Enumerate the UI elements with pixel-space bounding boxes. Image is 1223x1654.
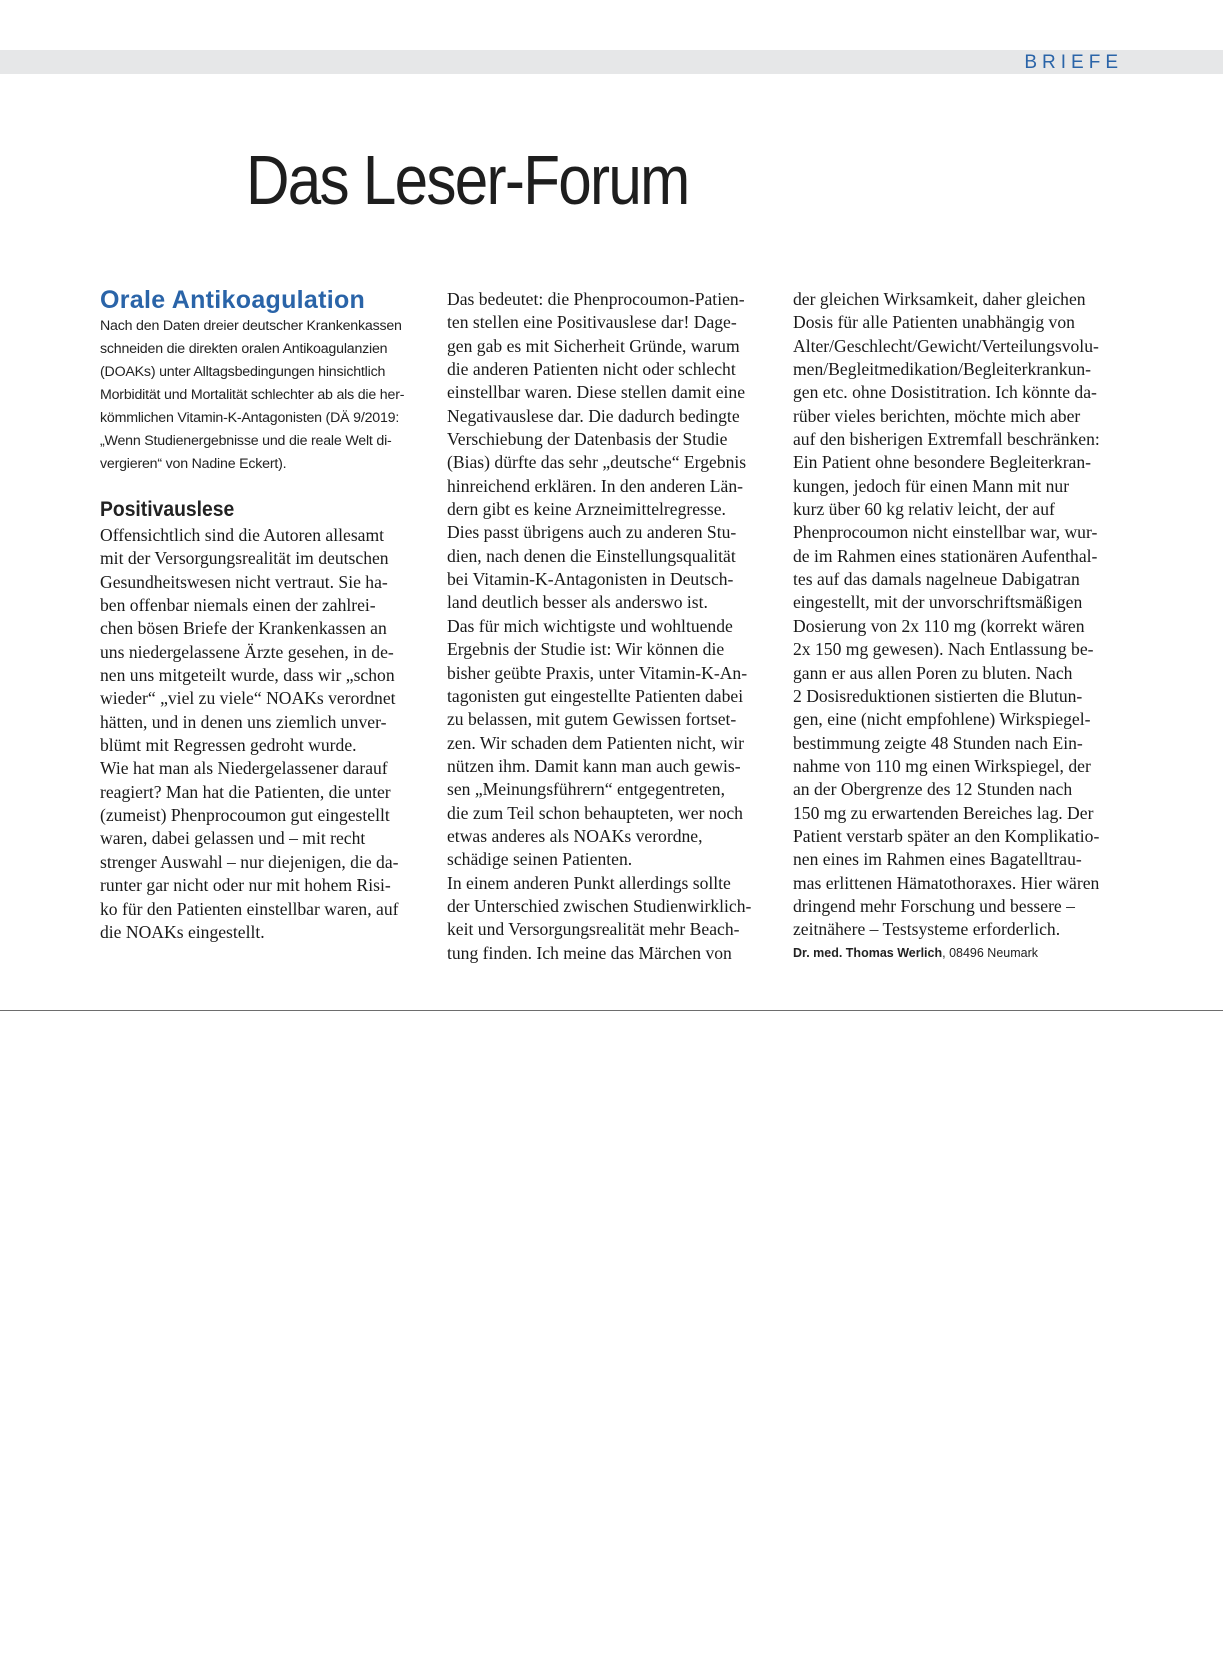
column-1 — [100, 288, 430, 944]
body-line: bei Vitamin-K-Antagonisten in Deutsch- — [447, 569, 734, 590]
body-line: an der Obergrenze des 12 Stunden nach — [793, 779, 1073, 800]
body-line: 2x 150 mg gewesen). Nach Entlassung be- — [793, 639, 1094, 660]
body-line: ten stellen eine Positivauslese dar! Dage- — [447, 312, 737, 333]
intro-line: Nach den Daten dreier deutscher Krankenkassen — [100, 318, 402, 334]
body-line: dringend mehr Forschung und bessere – — [793, 895, 1075, 916]
body-line: hinreichend erklären. In den anderen Län- — [447, 475, 744, 496]
body-line: gen, eine (nicht empfohlene) Wirkspiegel- — [793, 709, 1091, 730]
body-line: bisher geübte Praxis, unter Vitamin-K-An- — [447, 662, 748, 683]
body-line: mas erlittenen Hämatothoraxes. Hier wären — [793, 872, 1100, 893]
body-line: schädige seinen Patienten. — [447, 849, 633, 870]
body-line: sen „Meinungsführern“ entgegentreten, — [447, 779, 725, 800]
body-line: Negativauslese dar. Die dadurch bedingte — [447, 405, 740, 426]
body-line: nützen ihm. Damit kann man auch gewis- — [447, 755, 741, 776]
section-label: BRIEFE — [1024, 52, 1123, 73]
intro-line: Morbidität und Mortalität schlechter ab als die her- — [100, 387, 405, 403]
body-line: Wie hat man als Niedergelassener darauf — [100, 758, 388, 779]
intro-text — [100, 315, 430, 476]
body-line: tagonisten gut eingestellte Patienten dabei — [447, 685, 744, 706]
body-line: etwas anderes als NOAKs verordne, — [447, 825, 703, 846]
column-2 — [447, 288, 777, 965]
body-line: tes auf das damals nagelneue Dabigatran — [793, 569, 1080, 590]
body-line: auf den bisherigen Extremfall beschränken: — [793, 429, 1100, 450]
author-location: , 08496 Neumark — [942, 945, 1039, 960]
intro-line: vergieren“ von Nadine Eckert). — [100, 456, 287, 472]
body-line: der Unterschied zwischen Studienwirklich- — [447, 895, 752, 916]
intro-line: kömmlichen Vitamin-K-Antagonisten (DÄ 9/2019: — [100, 410, 400, 426]
body-line: nen uns mitgeteilt wurde, dass wir „schon — [100, 665, 395, 686]
body-line: Phenprocoumon nicht einstellbar war, wur- — [793, 522, 1098, 543]
body-line: ko für den Patienten einstellbar waren, auf — [100, 898, 399, 919]
body-line: wieder“ „viel zu viele“ NOAKs verordnet — [100, 688, 396, 709]
body-line: chen bösen Briefe der Krankenkassen an — [100, 618, 387, 639]
body-line: In einem anderen Punkt allerdings sollte — [447, 872, 731, 893]
body-line: Patient verstarb später an den Komplikatio- — [793, 825, 1100, 846]
body-line: zen. Wir schaden dem Patienten nicht, wir — [447, 732, 744, 753]
body-line: Dosierung von 2x 110 mg (korrekt wären — [793, 615, 1085, 636]
body-line: tung finden. Ich meine das Märchen von — [447, 942, 732, 963]
body-line: (zumeist) Phenprocoumon gut eingestellt — [100, 805, 390, 826]
body-line: blümt mit Regressen gedroht wurde. — [100, 735, 357, 756]
body-line: mit der Versorgungsrealität im deutschen — [100, 548, 389, 569]
body-line: reagiert? Man hat die Patienten, die unter — [100, 781, 391, 802]
body-line: Verschiebung der Datenbasis der Studie — [447, 429, 728, 450]
body-line: (Bias) dürfte das sehr „deutsche“ Ergebnis — [447, 452, 747, 473]
body-line: keit und Versorgungsrealität mehr Beach- — [447, 919, 740, 940]
body-line: Das bedeutet: die Phenprocoumon-Patien- — [447, 289, 745, 309]
body-line: Dosis für alle Patienten unabhängig von — [793, 312, 1075, 333]
body-line: hätten, und in denen uns ziemlich unver- — [100, 711, 387, 732]
body-line: Alter/Geschlecht/Gewicht/Verteilungsvolu- — [793, 335, 1099, 356]
body-line: men/Begleitmedikation/Begleiterkrankun- — [793, 359, 1092, 380]
body-line: gann er aus allen Poren zu bluten. Nach — [793, 662, 1073, 683]
page-title: Das Leser-Forum — [246, 141, 689, 219]
body-line: dern gibt es keine Arzneimittelregresse. — [447, 499, 726, 520]
body-line: land deutlich besser als anderswo ist. — [447, 592, 708, 613]
body-line: runter gar nicht oder nur mit hohem Risi- — [100, 875, 391, 896]
intro-line: schneiden die direkten oralen Antikoagulanzien — [100, 341, 388, 357]
body-line: gen etc. ohne Dosistitration. Ich könnte da- — [793, 382, 1097, 403]
body-line: einstellbar waren. Diese stellen damit eine — [447, 382, 746, 403]
body-line: bestimmung zeigte 48 Stunden nach Ein- — [793, 732, 1083, 753]
author-signature — [793, 942, 1123, 964]
body-line: de im Rahmen eines stationären Aufenthal- — [793, 545, 1098, 566]
body-line: ben offenbar niemals einen der zahlrei- — [100, 595, 376, 616]
body-line: Das für mich wichtigste und wohltuende — [447, 615, 733, 636]
body-line: Gesundheitswesen nicht vertraut. Sie ha- — [100, 571, 388, 592]
body-line: Ein Patient ohne besondere Begleiterkran- — [793, 452, 1092, 473]
body-line: 2 Dosisreduktionen sistierten die Blutun- — [793, 685, 1083, 706]
body-line: die zum Teil schon behaupteten, wer noch — [447, 802, 743, 823]
body-line: nen eines im Rahmen eines Bagatelltrau- — [793, 849, 1082, 870]
author-name: Dr. med. Thomas Werlich — [793, 945, 943, 960]
body-line: zu belassen, mit gutem Gewissen fortset- — [447, 709, 737, 730]
body-line: gen gab es mit Sicherheit Gründe, warum — [447, 335, 740, 356]
body-line: kungen, jedoch für einen Mann mit nur — [793, 475, 1070, 496]
body-line: die anderen Patienten nicht oder schlecht — [447, 359, 736, 380]
body-line: Offensichtlich sind die Autoren allesamt — [100, 525, 385, 545]
body-line: Ergebnis der Studie ist: Wir können die — [447, 639, 725, 660]
body-line: waren, dabei gelassen und – mit recht — [100, 828, 366, 849]
body-line: eingestellt, mit der unvorschriftsmäßigen — [793, 592, 1083, 613]
body-line: dien, nach denen die Einstellungsqualität — [447, 545, 736, 566]
body-line: uns niedergelassene Ärzte gesehen, in de- — [100, 641, 394, 662]
body-line: nahme von 110 mg einen Wirkspiegel, der — [793, 755, 1091, 776]
body-line: 150 mg zu erwartenden Bereiches lag. Der — [793, 802, 1094, 823]
body-line: zeitnähere – Testsysteme erforderlich. — [793, 919, 1061, 940]
intro-line: (DOAKs) unter Alltagsbedingungen hinsichtlich — [100, 364, 386, 380]
body-line: die NOAKs eingestellt. — [100, 921, 265, 942]
body-line: rüber vieles berichten, möchte mich aber — [793, 405, 1081, 426]
body-line: strenger Auswahl – nur diejenigen, die da- — [100, 851, 399, 872]
topic-heading: Orale Antikoagulation — [100, 286, 366, 314]
column-3 — [793, 288, 1123, 964]
body-line: der gleichen Wirksamkeit, daher gleichen — [793, 289, 1086, 309]
intro-line: „Wenn Studienergebnisse und die reale Welt di- — [100, 433, 392, 449]
page-divider — [0, 1010, 1223, 1011]
letter-heading: Positivauslese — [100, 498, 235, 521]
letter-body — [100, 524, 430, 944]
body-line: Dies passt übrigens auch zu anderen Stu- — [447, 522, 737, 543]
body-line: kurz über 60 kg relativ leicht, der auf — [793, 499, 1055, 520]
